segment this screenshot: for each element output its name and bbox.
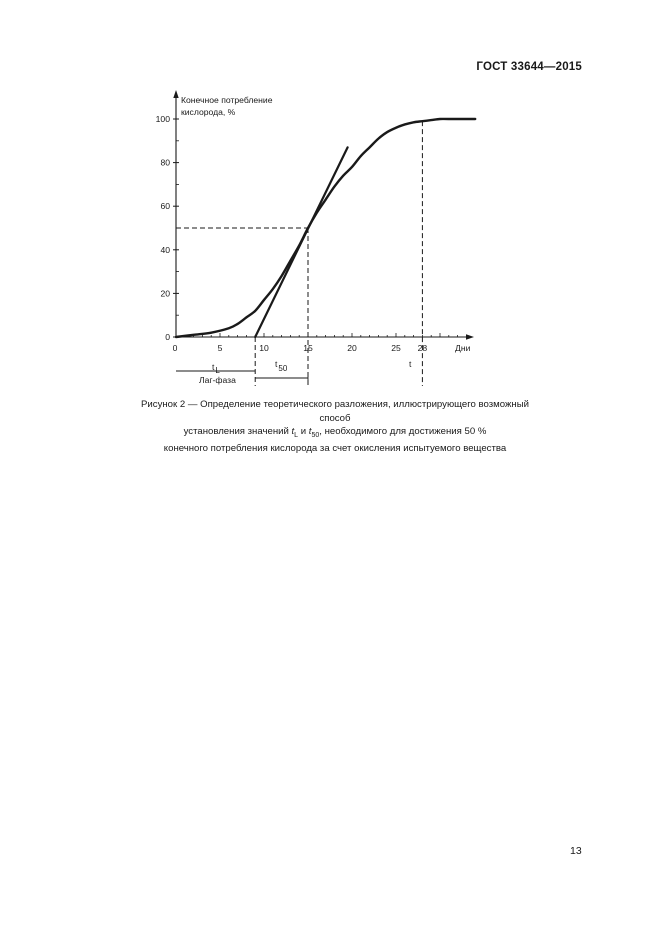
tl-label: tL [212,362,220,375]
document-header: ГОСТ 33644—2015 [476,61,582,73]
tangent-line [255,147,347,337]
x-tick-label: 28 [417,343,428,353]
caption-line-1: Рисунок 2 — Определение теоретического разложения, иллюстрирующего возможный способ [141,399,529,424]
lag-phase-label: Лаг-фаза [199,375,236,385]
y-tick-label: 80 [160,157,170,168]
x-tick-label: 5 [217,343,223,353]
caption-line-2: установления значений $t_L$ и $t_{50}$, необходимого для достижения 50 % [183,426,487,439]
x-tick-label: 15 [303,343,313,353]
t-label: t [409,359,412,369]
x-tick-label: 0 [172,343,178,353]
x-axis-arrow [466,334,474,339]
x-axis-label: Дни [455,343,471,353]
y-tick-label: 60 [160,201,170,212]
x-tick-label: 10 [259,343,269,353]
page-number: 13 [570,845,582,857]
y-axis-arrow [173,90,178,98]
y-axis-label-line2: кислорода, % [181,107,236,117]
y-tick-label: 100 [155,114,170,124]
t50-label: t50 [275,359,288,373]
degradation-chart [0,0,661,400]
x-tick-label: 25 [391,343,401,353]
y-tick-label: 40 [160,244,170,255]
y-tick-label: 0 [165,332,170,342]
y-axis-label-line1: Конечное потребление [181,95,273,105]
y-tick-label: 20 [160,288,170,299]
caption-line-3: конечного потребления кислорода за счет окисления испытуемого вещества [163,443,507,455]
x-tick-label: 20 [347,343,357,353]
figure-caption [130,398,540,456]
